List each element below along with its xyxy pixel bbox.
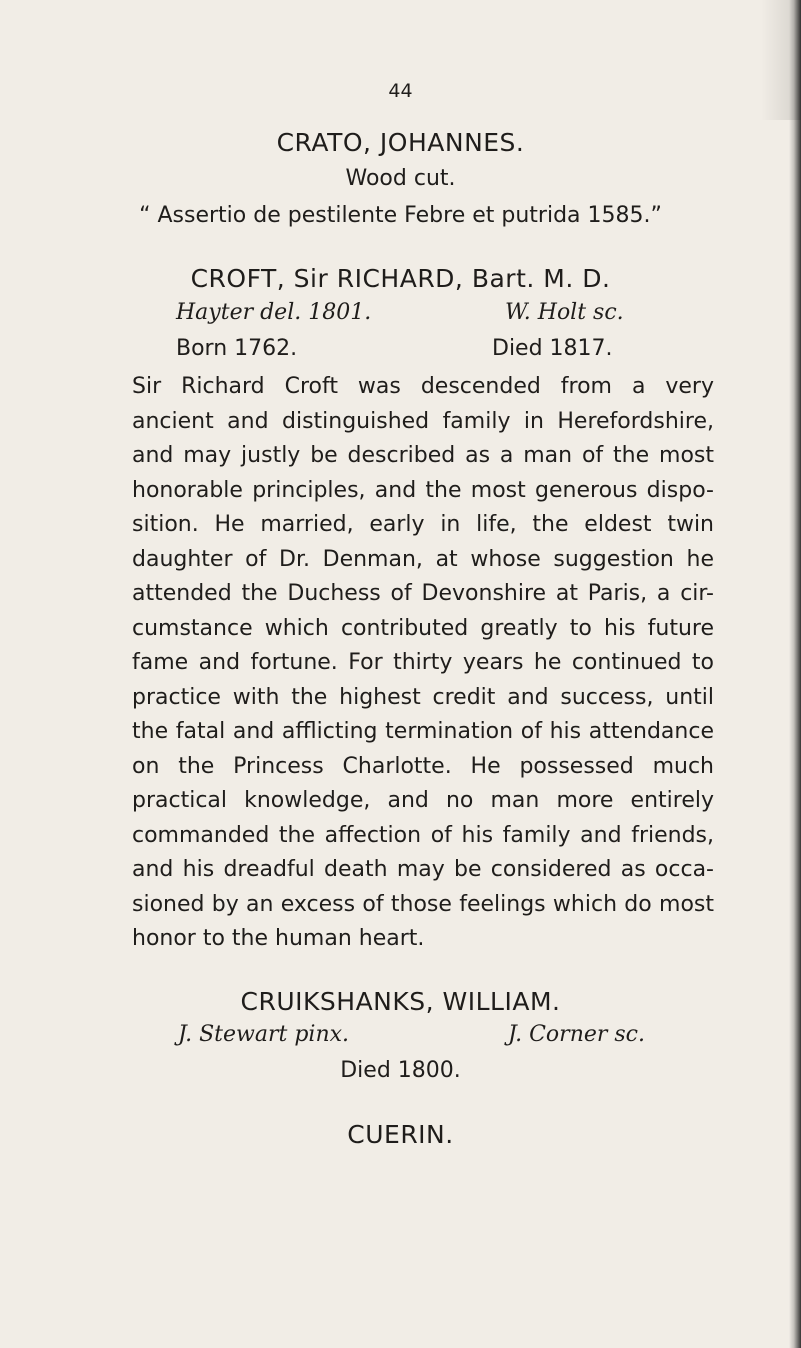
biography-line: fame and fortune. For thirty years he continued to <box>132 650 714 675</box>
biography-line: on the Princess Charlotte. He possessed much <box>132 753 714 779</box>
engraver-credit: W. Holt sc. <box>505 300 624 325</box>
biography-line: commanded the affection of his family and friends, <box>132 822 714 848</box>
page-number: 44 <box>388 80 413 102</box>
biography-line: sition. He married, early in life, the eldest twin <box>132 512 714 537</box>
biography-line: honor to the human heart. <box>132 926 425 951</box>
death-date: Died 1800. <box>340 1058 461 1083</box>
entry-heading: CROFT, Sir RICHARD, Bart. M. D. <box>190 264 611 293</box>
biography-line: sioned by an excess of those feelings which do most <box>132 891 714 917</box>
biography-line: honorable principles, and the most generous dispo- <box>132 477 714 503</box>
biography-line: and may justly be described as a man of the most <box>132 443 714 468</box>
biography-line: practical knowledge, and no man more entirely <box>132 788 714 813</box>
artist-credit: Hayter del. 1801. <box>176 300 372 325</box>
biography-line: Sir Richard Croft was descended from a very <box>132 374 714 399</box>
biography <box>132 370 714 957</box>
entry-medium: Wood cut. <box>345 166 456 191</box>
biography-line: ancient and distinguished family in Herefordshire, <box>132 408 714 434</box>
entry-heading: CRATO, JOHANNES. <box>276 128 525 157</box>
entry-heading: CRUIKSHANKS, WILLIAM. <box>240 987 561 1016</box>
death-date: Died 1817. <box>492 336 613 361</box>
biography-line: cumstance which contributed greatly to his future <box>132 615 714 641</box>
biography-line: daughter of Dr. Denman, at whose suggestion he <box>132 546 714 572</box>
biography-line: and his dreadful death may be considered as occa- <box>132 857 714 882</box>
engraver-credit: J. Corner sc. <box>508 1022 645 1047</box>
entry-quote: “ Assertio de pestilente Febre et putrida 1585.” <box>139 203 662 228</box>
biography-line: attended the Duchess of Devonshire at Paris, a cir- <box>132 581 714 606</box>
entry-heading: CUERIN. <box>347 1120 454 1149</box>
biography-line: practice with the highest credit and success, until <box>132 684 714 710</box>
birth-date: Born 1762. <box>176 336 298 361</box>
biography-line: the fatal and afflicting termination of his attendance <box>132 719 714 744</box>
artist-credit: J. Stewart pinx. <box>178 1022 350 1047</box>
